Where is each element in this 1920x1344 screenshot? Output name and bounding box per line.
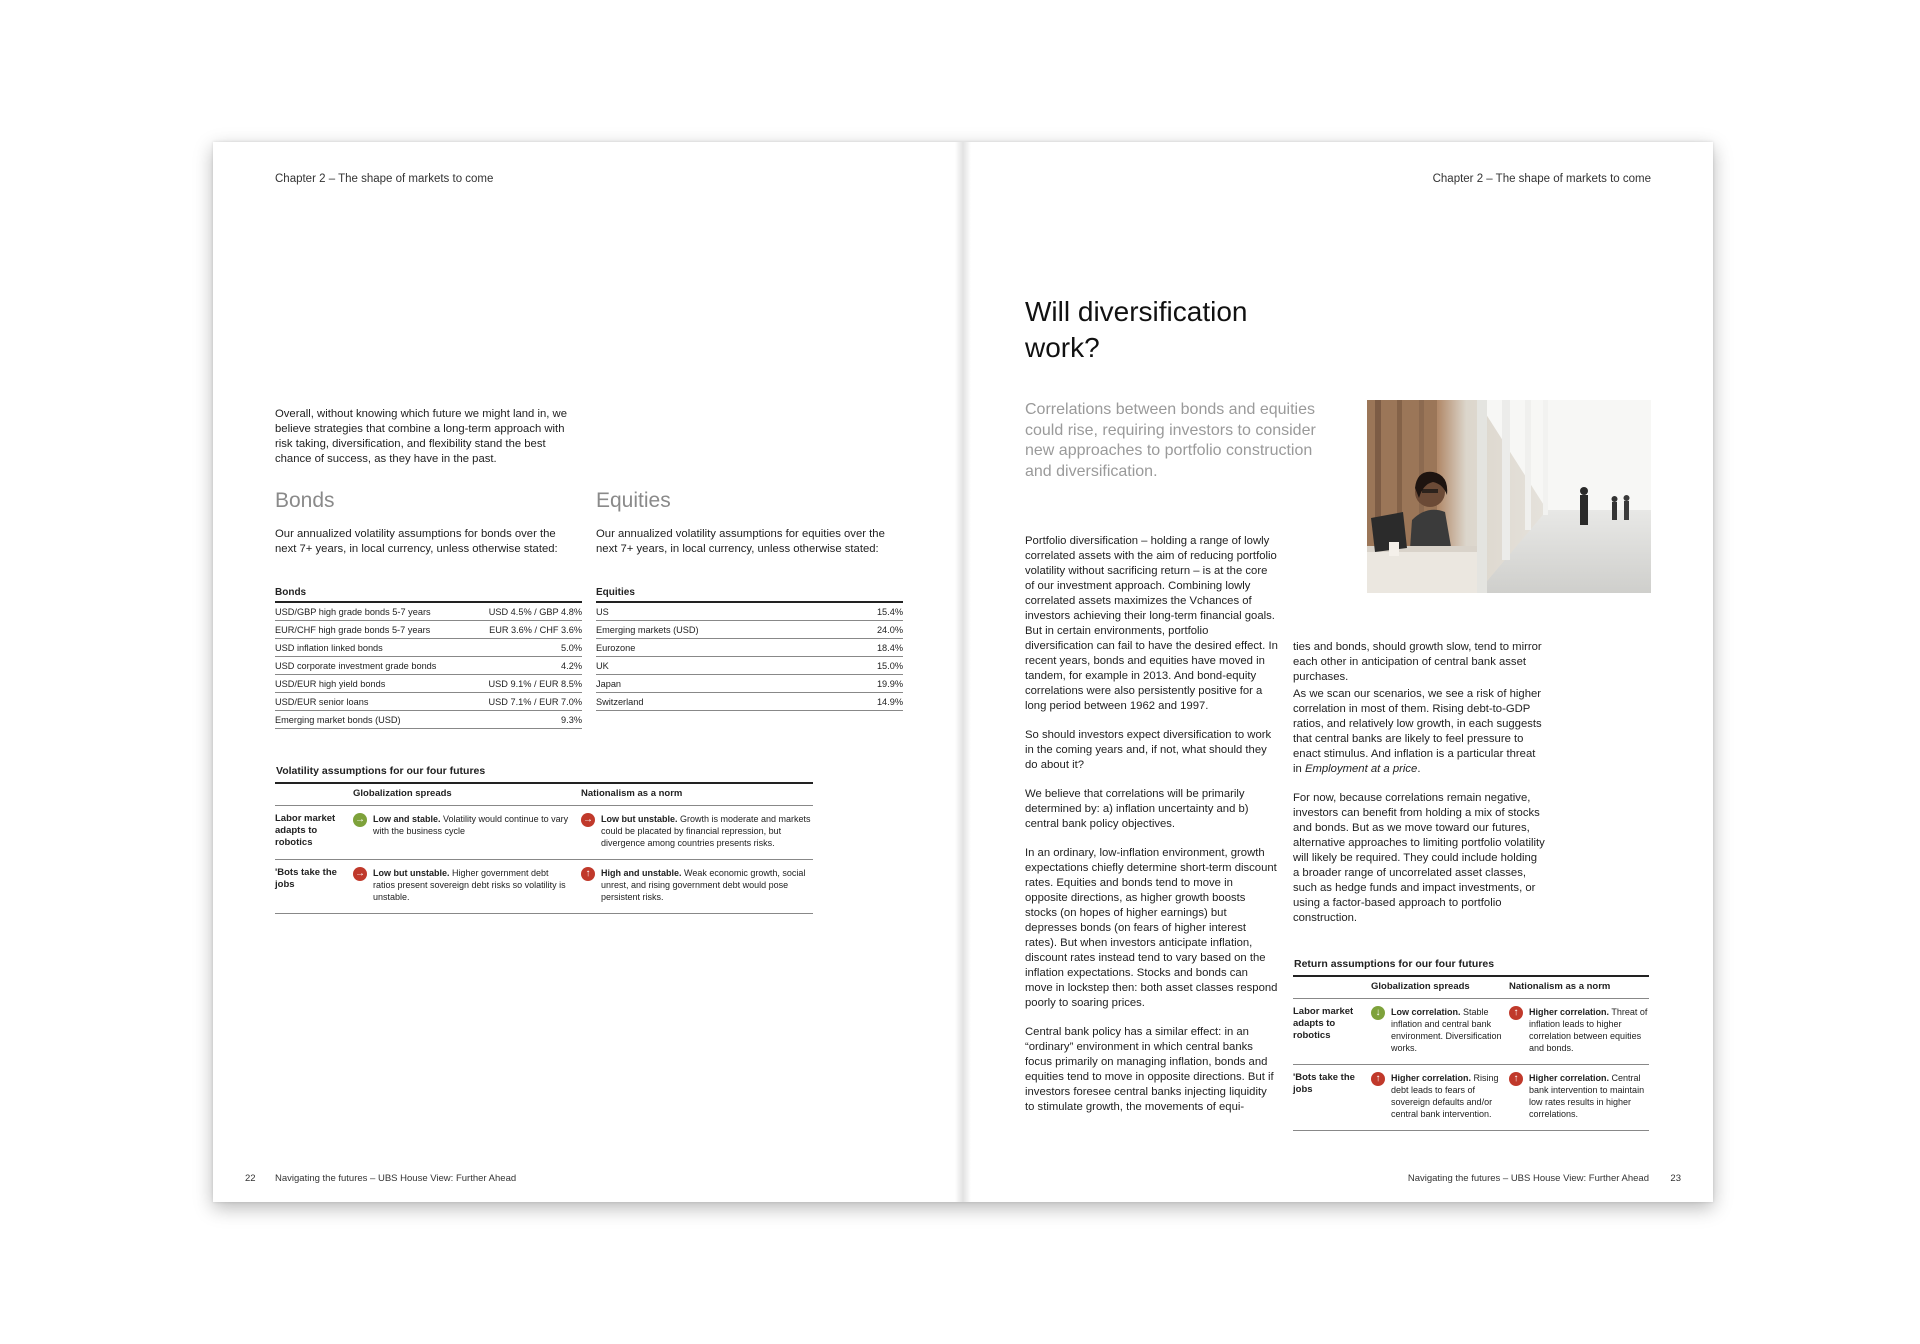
arrow-up-icon: ↑ <box>1509 1006 1523 1020</box>
return-futures-table <box>1293 957 1649 1131</box>
equities-heading: Equities <box>596 489 671 512</box>
row-label: 'Bots take the jobs <box>1293 1065 1371 1131</box>
table-row <box>275 657 582 675</box>
row-label: 'Bots take the jobs <box>275 860 353 914</box>
cell-text: Threat of inflation leads to higher correlation between equities and bonds. <box>1529 1007 1648 1053</box>
table-row <box>596 675 903 693</box>
column-header: Nationalism as a norm <box>581 783 813 806</box>
table-caption: Volatility assumptions for our four futures <box>275 764 813 783</box>
title-line: Will diversification <box>1025 296 1248 327</box>
table-row <box>275 675 582 693</box>
row-label: Labor market adapts to robotics <box>1293 999 1371 1065</box>
row-value: 19.9% <box>841 675 903 693</box>
cell-text: Higher government debt ratios present sovereign debt risks so volatility is unstable. <box>373 868 566 902</box>
cell-text: Weak economic growth, social unrest, and rising government debt would pose persistent risks. <box>601 868 806 902</box>
cell-lead: Low but unstable. <box>601 814 678 824</box>
row-label: Emerging markets (USD) <box>596 621 841 639</box>
lead-paragraph: Correlations between bonds and equities could rise, requiring investors to consider new approaches to portfolio construction and diversification. <box>1025 401 1316 480</box>
bonds-table-header: Bonds <box>275 587 582 602</box>
footer-title: Navigating the futures – UBS House View: Further Ahead <box>275 1173 517 1184</box>
row-value: 24.0% <box>841 621 903 639</box>
equities-table <box>596 587 903 711</box>
table-row <box>275 621 582 639</box>
arrow-down-icon: ↓ <box>1371 1006 1385 1020</box>
table-row <box>1293 999 1649 1065</box>
cell-lead: Higher correlation. <box>1391 1073 1472 1083</box>
table-caption: Return assumptions for our four futures <box>1293 957 1649 976</box>
cell-lead: High and unstable. <box>601 868 682 878</box>
cell-lead: Higher correlation. <box>1529 1073 1610 1083</box>
arrow-right-icon: → <box>355 868 365 879</box>
row-label: UK <box>596 657 841 675</box>
row-value: USD 4.5% / GBP 4.8% <box>469 602 582 621</box>
row-value: 14.9% <box>841 693 903 711</box>
row-label: USD/EUR high yield bonds <box>275 675 469 693</box>
table-row <box>596 602 903 621</box>
arrow-up-icon: ↑ <box>1509 1072 1523 1086</box>
row-value: 5.0% <box>469 639 582 657</box>
running-head: Chapter 2 – The shape of markets to come <box>275 173 494 185</box>
row-label: USD corporate investment grade bonds <box>275 657 469 675</box>
brochure-spread <box>213 142 1713 1202</box>
table-row <box>1293 1065 1649 1131</box>
cell-text: Stable inflation and central bank environment. Diversification works. <box>1391 1007 1502 1053</box>
footer-title: Navigating the futures – UBS House View: Further Ahead <box>1407 1173 1649 1184</box>
cell-lead: Low correlation. <box>1391 1007 1461 1017</box>
row-value: USD 9.1% / EUR 8.5% <box>469 675 582 693</box>
row-value: 15.0% <box>841 657 903 675</box>
paragraph <box>1293 687 1546 777</box>
paragraph: Portfolio diversification – holding a range of lowly correlated assets with the aim of reducing portfolio volatility without sacrificing return – is at the core of our investment approach. Combining lowly correlated assets maximizes the Vchances of investors achieving their long-term financial goals. But in certain environments, portfolio diversification can fail to have the desired effect. In recent years, bonds and equities have moved in tandem, for example in 2013. And bond-equity correlations were also persistently positive for a long period between 1962 and 1997. <box>1025 535 1278 712</box>
paragraph-text: . <box>1417 763 1421 775</box>
volatility-futures-table <box>275 764 813 914</box>
row-label: US <box>596 602 841 621</box>
right-page <box>963 142 1713 1202</box>
bonds-table <box>275 587 582 729</box>
row-label: USD/EUR senior loans <box>275 693 469 711</box>
table-row <box>596 639 903 657</box>
row-value: 9.3% <box>469 711 582 729</box>
arrow-up-icon: ↑ <box>1371 1072 1385 1086</box>
table-row <box>275 602 582 621</box>
intro-paragraph: Overall, without knowing which future we might land in, we believe strategies that combine a long-term approach with risk taking, diversification, and flexibility stand the best chance of success, as they have in the past. <box>275 408 567 465</box>
table-row <box>596 693 903 711</box>
cell-text: Volatility would continue to vary with the business cycle <box>373 814 569 836</box>
row-label: Emerging market bonds (USD) <box>275 711 469 729</box>
paragraph-text: As we scan our scenarios, we see a risk of higher correlation in most of them. Rising debt-to-GDP ratios, and relatively low growth, in each suggests that central banks are likely to feel pressure to enact stimulus. And inflation is a particular threat in <box>1293 688 1542 775</box>
bonds-description: Our annualized volatility assumptions for bonds over the next 7+ years, in local currency, unless otherwise stated: <box>275 528 558 555</box>
table-row <box>275 639 582 657</box>
article-column-2 <box>1293 640 1546 926</box>
arrow-right-icon: → <box>355 814 365 825</box>
row-label: Japan <box>596 675 841 693</box>
title-line: work? <box>1025 332 1100 363</box>
cell-text: Rising debt leads to fears of sovereign defaults and/or central bank intervention. <box>1391 1073 1499 1119</box>
page-title <box>1025 294 1248 366</box>
equities-table-header: Equities <box>596 587 903 602</box>
article-column-1 <box>1025 534 1278 1115</box>
table-row <box>596 621 903 639</box>
paragraph: In an ordinary, low-inflation environment, growth expectations chiefly determine short-term discount rates. Equities and bonds tend to move in opposite directions, as higher growth boosts stocks (on hopes of higher earnings) but depresses bonds (on fears of higher interest rates). But when investors anticipate inflation, discount rates instead tend to vary based on the inflation expectations. Stocks and bonds can move in lockstep then: both asset classes respond poorly to soaring prices. <box>1025 847 1278 1009</box>
cell-lead: Low but unstable. <box>373 868 450 878</box>
column-header: Globalization spreads <box>353 783 581 806</box>
row-label: Eurozone <box>596 639 841 657</box>
paragraph: Central bank policy has a similar effect: in an “ordinary” environment in which central banks focus primarily on managing inflation, bonds and equities tend to move in opposite directions. But if investors foresee central banks injecting liquidity to stimulate growth, the movements of equi- <box>1025 1026 1274 1113</box>
column-header: Nationalism as a norm <box>1509 976 1649 999</box>
paragraph: For now, because correlations remain negative, investors can benefit from holding a mix of stocks and bonds. But as we move toward our futures, alternative approaches to limiting portfolio volatility will likely be required. They could include holding a broader range of uncorrelated asset classes, such as hedge funds and impact investments, or using a factor-based approach to portfolio construction. <box>1293 792 1545 924</box>
left-page <box>213 142 963 1202</box>
cell-text: Growth is moderate and markets could be placated by financial repression, but divergence among countries presents risks. <box>601 814 811 848</box>
cell-text: Central bank intervention to maintain low rates results in higher correlations. <box>1529 1073 1645 1119</box>
page-number: 23 <box>1670 1173 1681 1184</box>
table-row <box>275 806 813 860</box>
table-row <box>275 860 813 914</box>
row-label: Labor market adapts to robotics <box>275 806 353 860</box>
cell-lead: Higher correlation. <box>1529 1007 1610 1017</box>
office-photo <box>1367 400 1651 593</box>
cell-lead: Low and stable. <box>373 814 441 824</box>
table-row <box>596 657 903 675</box>
row-value: EUR 3.6% / CHF 3.6% <box>469 621 582 639</box>
row-value: USD 7.1% / EUR 7.0% <box>469 693 582 711</box>
column-header: Globalization spreads <box>1371 976 1509 999</box>
row-value: 4.2% <box>469 657 582 675</box>
arrow-right-icon: → <box>583 814 593 825</box>
paragraph: So should investors expect diversification to work in the coming years and, if not, what should they do about it? <box>1025 729 1272 771</box>
arrow-up-icon: ↑ <box>581 867 595 881</box>
running-head: Chapter 2 – The shape of markets to come <box>1432 173 1651 185</box>
paragraph: We believe that correlations will be primarily determined by: a) inflation uncertainty and b) central bank policy objectives. <box>1025 788 1249 830</box>
row-value: 18.4% <box>841 639 903 657</box>
equities-description: Our annualized volatility assumptions for equities over the next 7+ years, in local currency, unless otherwise stated: <box>596 528 885 555</box>
page-number: 22 <box>245 1173 256 1184</box>
spine-shadow <box>955 142 971 1202</box>
table-row <box>275 693 582 711</box>
bonds-heading: Bonds <box>275 489 335 512</box>
row-label: USD inflation linked bonds <box>275 639 469 657</box>
row-label: USD/GBP high grade bonds 5-7 years <box>275 602 469 621</box>
row-value: 15.4% <box>841 602 903 621</box>
office-photo-illustration <box>1367 400 1651 593</box>
scenario-name: Employment at a price <box>1304 763 1418 775</box>
row-label: Switzerland <box>596 693 841 711</box>
paragraph: ties and bonds, should growth slow, tend to mirror each other in anticipation of central bank asset purchases. <box>1293 641 1542 683</box>
row-label: EUR/CHF high grade bonds 5-7 years <box>275 621 469 639</box>
table-row <box>275 711 582 729</box>
